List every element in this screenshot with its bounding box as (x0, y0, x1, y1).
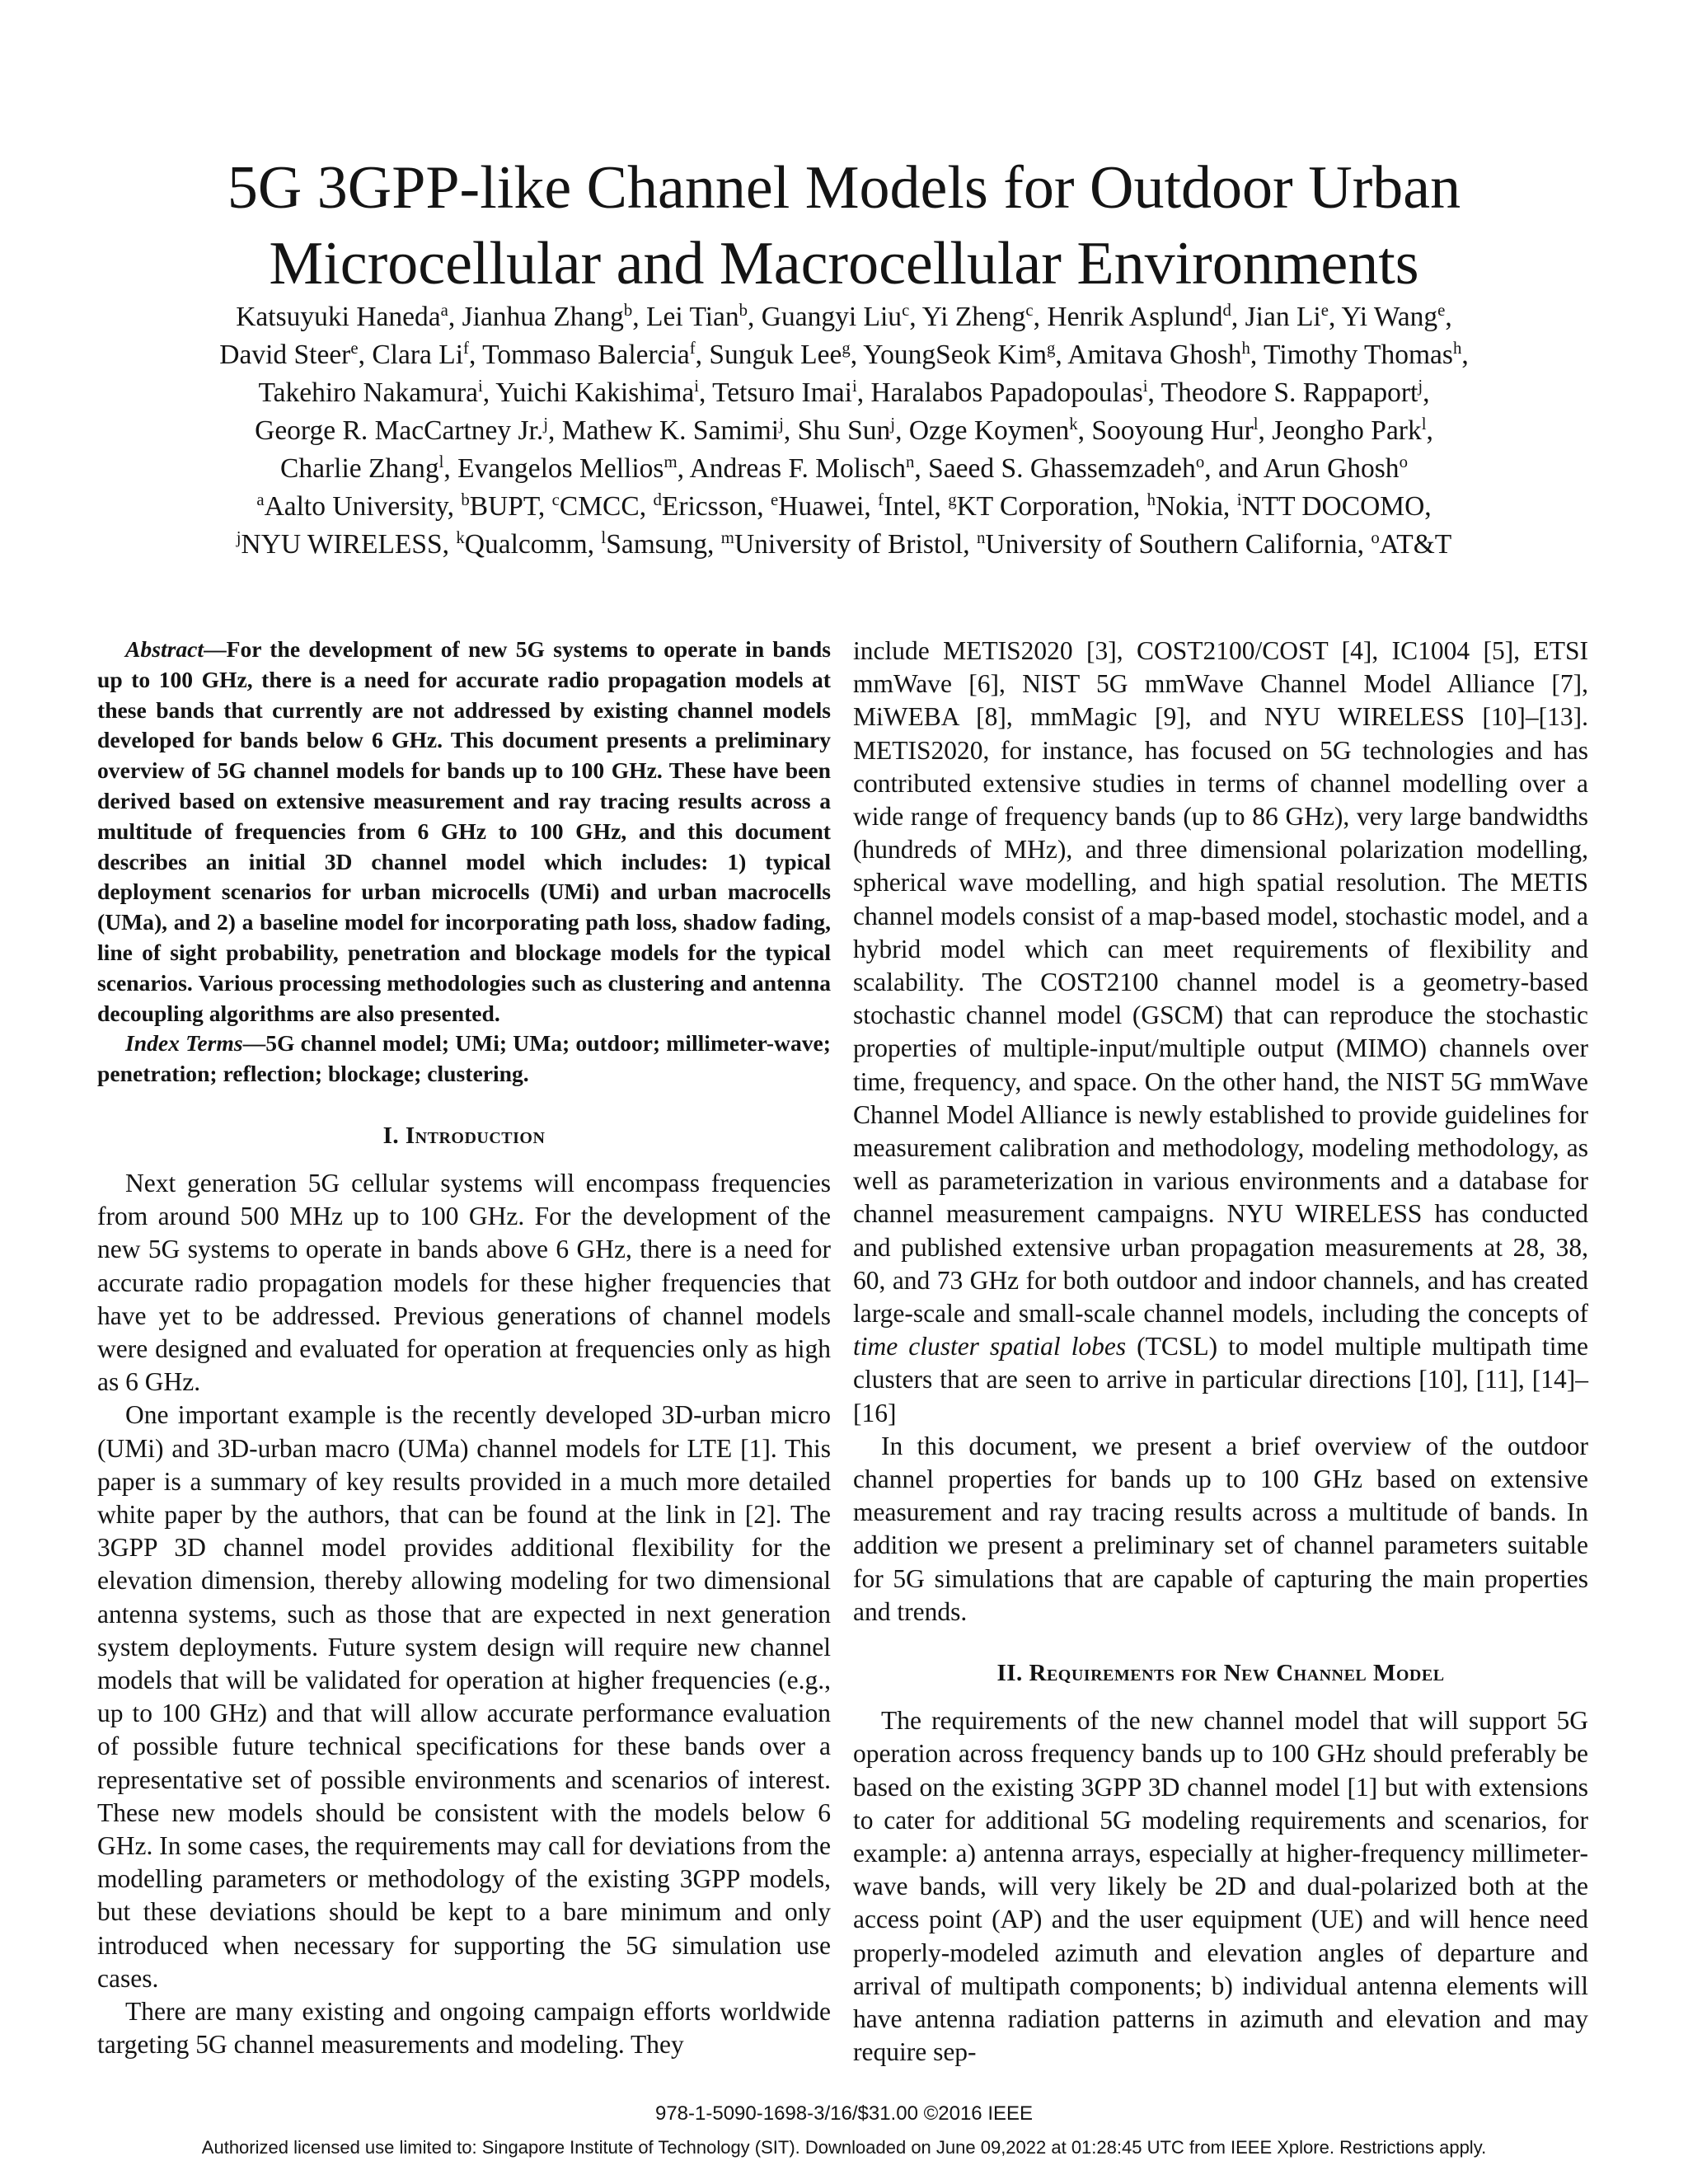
affiliation-marker: i (1142, 376, 1148, 396)
affiliation-marker: o (1195, 452, 1205, 471)
affiliation-marker: e (350, 338, 359, 358)
text-run: , YoungSeok Kim (850, 340, 1048, 370)
text-run: , Saeed S. Ghassemzadeh (914, 453, 1196, 484)
text-run: include METIS2020 [3], COST2100/COST [4], IC1004 [5], ETSI mmWave [6], NIST 5G mmWave Channel Model Alliance [7], MiWEBA [8], mmMagic [9], and NYU WIRELESS [10]–[13]. METIS2020, for instance, has focused on 5G technologies and has contributed extensive studies in terms of channel modelling over a wide range of frequency bands (up to 86 GHz), very large bandwidths (hundreds of MHz), and three dimensional polarization modelling, spherical wave modelling, and high spatial resolution. The METIS channel models consist of a map-based model, stochastic model, and a hybrid model which can meet requirements of flexibility and scalability. The COST2100 channel model is a geometry-based stochastic channel model (GSCM) that can reproduce the stochastic properties of multiple-input/multiple output (MIMO) channels over time, frequency, and space. On the other hand, the NIST 5G mmWave Channel Model Alliance is newly established to provide guidelines for measurement calibration and methodology, modeling methodology, as well as parameterization in various environments and a database for channel measurement campaigns. NYU WIRELESS has conducted and published extensive urban propagation measurements at 28, 38, 60, and 73 GHz for both outdoor and indoor channels, and has created large-scale and small-scale channel models, including the concepts of (853, 636, 1588, 1329)
affiliation-marker: i (694, 376, 700, 396)
author-list (49, 298, 1639, 488)
text-run: Intel, (884, 491, 949, 522)
affiliation-marker: g (1047, 338, 1056, 358)
text-run: , (1423, 377, 1430, 408)
text-run: , Guangyi Liu (748, 302, 903, 332)
author-line (49, 412, 1639, 450)
affiliation-marker: j (890, 414, 896, 434)
text-run: Samsung, (606, 529, 721, 560)
author-block (49, 298, 1639, 564)
text-run: , Timothy Thomas (1250, 340, 1453, 370)
text-run: Aalto University, (264, 491, 462, 522)
abstract-text: —For the development of new 5G systems to operate in bands up to 100 GHz, there is a need for accurate radio propagation models at these bands that currently are not addressed by existing channel models developed for bands below 6 GHz. This document presents a preliminary overview of 5G channel models for bands up to 100 GHz. These have been derived based on extensive measurement and ray tracing results across a multitude of frequencies from 6 GHz to 100 GHz, and this document describes an initial 3D channel model which includes: 1) typical deployment scenarios for urban microcells (UMi) and urban macrocells (UMa), and 2) a baseline model for incorporating path loss, shadow fading, line of sight probability, penetration and blockage models for the typical scenarios. Various processing methodologies such as clustering and antenna decoupling algorithms are also presented. (97, 636, 831, 1026)
text-run: , Sooyoung Hur (1077, 415, 1254, 446)
body-paragraph: In this document, we present a brief overview of the outdoor channel properties for bands up to 100 GHz based on extensive measurement and ray tracing results across a multitude of bands. In addition we present a preliminary set of channel parameters suitable for 5G simulations that are capable of capturing the main properties and trends. (853, 1431, 1588, 1626)
body-paragraph: There are many existing and ongoing campaign efforts worldwide targeting 5G channel measurements and modeling. They (97, 1997, 831, 2060)
affiliation-marker: c (551, 490, 560, 509)
emphasis-text: time cluster spatial lobes (853, 1332, 1127, 1361)
text-run: Takehiro Nakamura (258, 377, 478, 408)
paper-title (82, 150, 1606, 302)
text-run: , Tommaso Balercia (468, 340, 690, 370)
section-number: I. (382, 1122, 400, 1149)
body-paragraph: The requirements of the new channel model that will support 5G operation across frequency bands up to 100 GHz should preferably be based on the existing 3GPP 3D channel model [1] but with extensions to cater for additional 5G modeling requirements and scenarios, for example: a) antenna arrays, especially at higher-frequency millimeter-wave bands, will very likely be 2D and dual-polarized both at the access point (AP) and the user equipment (UE) and will hence need properly-modeled azimuth and elevation angles of departure and arrival of multipath components; b) individual antenna elements will have antenna radiation patterns in azimuth and elevation and may require sep- (853, 1706, 1588, 2067)
affiliation-marker: l (601, 527, 607, 547)
text-run: , Shu Sun (783, 415, 891, 446)
section-heading-introduction (97, 1121, 831, 1151)
affiliation-marker: j (779, 414, 784, 434)
text-run: Charlie Zhang (280, 453, 439, 484)
text-run: , Henrik Asplund (1033, 302, 1223, 332)
affiliation-marker: m (663, 452, 678, 471)
text-run: , Amitava Ghosh (1055, 340, 1242, 370)
author-line (49, 336, 1639, 374)
affiliation-marker: h (1146, 490, 1156, 509)
text-run: CMCC, (559, 491, 654, 522)
body-paragraph: One important example is the recently developed 3D-urban micro (UMi) and 3D-urban macro (UMa) channel models for LTE [1]. This paper is a summary of key results provided in a much more detailed white paper by the authors, that can be found at the link in [2]. The 3GPP 3D channel model provides additional flexibility for the elevation dimension, thereby allowing modeling for two dimensional antenna systems, such as those that are expected in next generation system deployments. Future system design will require new channel models that will be validated for operation at higher frequencies (e.g., up to 100 GHz) and that will allow accurate performance evaluation of possible future technical specifications for these bands over a representative set of possible environments and scenarios of interest. These new models should be consistent with the models below 6 GHz. In some cases, the requirements may call for deviations from the modelling parameters or methodology of the existing 3GPP models, but these deviations should be kept to a bare minimum and only introduced when necessary for supporting the 5G simulation use cases. (97, 1400, 831, 1993)
affiliation-marker: g (842, 338, 851, 358)
affiliation-marker: f (689, 338, 696, 358)
text-run: , Tetsuro Imai (699, 377, 852, 408)
affiliation-marker: b (461, 490, 470, 509)
section-number: II. (996, 1660, 1023, 1687)
index-terms-text: —5G channel model; UMi; UMa; outdoor; millimeter-wave; penetration; reflection; blockage; clustering. (97, 1030, 831, 1087)
affiliation-marker: o (1371, 527, 1380, 547)
text-run: , (1461, 340, 1469, 370)
text-run: , Jeongho Park (1258, 415, 1422, 446)
author-line (49, 450, 1639, 488)
affiliation-marker: e (1320, 300, 1329, 320)
text-run: (TCSL) to model multiple multipath time clusters that are seen to arrive in particular directions [10], [11], [14]–[16] (853, 1332, 1588, 1427)
title-line: Microcellular and Macrocellular Environments (269, 229, 1419, 298)
author-line (49, 298, 1639, 336)
text-run: , and Arun Ghosh (1204, 453, 1400, 484)
affiliation-marker: k (456, 527, 465, 547)
affiliation-marker: c (1025, 300, 1034, 320)
affiliation-marker: j (236, 527, 241, 547)
section-title: Requirements for New Channel Model (1029, 1660, 1445, 1687)
affiliation-marker: l (438, 452, 444, 471)
text-run: , (1426, 415, 1433, 446)
text-run: , Andreas F. Molisch (677, 453, 906, 484)
body-paragraph: Next generation 5G cellular systems will encompass frequencies from around 500 MHz up to 100 GHz. For the development of the new 5G systems to operate in bands above 6 GHz, there is a need for accurate radio propagation models for these higher frequencies that have yet to be addressed. Previous generations of channel models were designed and evaluated for operation at frequencies only as high as 6 GHz. (97, 1168, 831, 1397)
affiliation-marker: b (623, 300, 633, 320)
text-run: Huawei, (778, 491, 879, 522)
text-run: University of Bristol, (734, 529, 977, 560)
index-terms-label: Index Terms (125, 1030, 243, 1057)
affiliation-marker: i (851, 376, 857, 396)
affiliation-marker: m (720, 527, 734, 547)
index-terms (97, 1029, 831, 1090)
affiliation-marker: e (1437, 300, 1446, 320)
text-run: NYU WIRELESS, (241, 529, 457, 560)
text-run: , Mathew K. Samimi (548, 415, 780, 446)
affiliation-marker: n (906, 452, 915, 471)
text-run: , Clara Li (358, 340, 464, 370)
affiliation-marker: i (1236, 490, 1242, 509)
affiliation-marker: f (463, 338, 469, 358)
text-run: BUPT, (469, 491, 552, 522)
text-run: Ericsson, (661, 491, 771, 522)
affiliation-marker: d (1222, 300, 1231, 320)
affiliation-marker: o (1399, 452, 1408, 471)
text-run: , Jian Li (1231, 302, 1321, 332)
abstract-label: Abstract (125, 636, 204, 662)
text-run: University of Southern California, (985, 529, 1372, 560)
affiliation-marker: e (770, 490, 779, 509)
text-run: AT&T (1379, 529, 1452, 560)
text-run: David Steer (219, 340, 351, 370)
text-run: Katsuyuki Haneda (236, 302, 441, 332)
affiliation-line (49, 488, 1639, 526)
left-column (97, 635, 831, 2061)
text-run: , Ozge Koymen (895, 415, 1070, 446)
text-run: , Haralabos Papadopoulas (856, 377, 1143, 408)
text-run: , Jianhua Zhang (448, 302, 624, 332)
affiliation-marker: h (1241, 338, 1250, 358)
affiliation-marker: b (738, 300, 748, 320)
isbn-footer: 978-1-5090-1698-3/16/$31.00 ©2016 IEEE (654, 2102, 1034, 2125)
affiliation-marker: f (878, 490, 884, 509)
affiliation-marker: k (1069, 414, 1078, 434)
affiliation-line (49, 526, 1639, 564)
author-line (49, 374, 1639, 412)
section-title: Introduction (405, 1122, 546, 1149)
text-run: Nokia, (1156, 491, 1237, 522)
affiliation-marker: l (1253, 414, 1259, 434)
affiliation-marker: g (948, 490, 957, 509)
text-run: NTT DOCOMO, (1241, 491, 1432, 522)
affiliation-marker: n (977, 527, 986, 547)
affiliation-marker: d (653, 490, 662, 509)
text-run: KT Corporation, (956, 491, 1147, 522)
abstract (97, 635, 831, 1029)
text-run: , Theodore S. Rappaport (1147, 377, 1418, 408)
affiliation-marker: i (477, 376, 483, 396)
affiliation-marker: a (440, 300, 448, 320)
affiliation-marker: j (1418, 376, 1423, 396)
title-line: 5G 3GPP-like Channel Models for Outdoor Urban (227, 153, 1461, 222)
text-run: , Yuichi Kakishima (482, 377, 695, 408)
text-run: , Yi Zheng (909, 302, 1026, 332)
text-run: , Lei Tian (632, 302, 739, 332)
text-run: Qualcomm, (464, 529, 602, 560)
body-paragraph (853, 635, 1588, 1430)
affiliation-marker: j (543, 414, 549, 434)
right-column (853, 635, 1588, 2069)
text-run: George R. MacCartney Jr. (255, 415, 544, 446)
affiliation-list (49, 488, 1639, 564)
affiliation-marker: a (256, 490, 265, 509)
affiliation-marker: c (902, 300, 910, 320)
text-run: , Sunguk Lee (695, 340, 842, 370)
text-run: , Yi Wang (1328, 302, 1438, 332)
license-footer: Authorized licensed use limited to: Singapore Institute of Technology (SIT). Downloaded on June 09,2022 at 01:28:45 UTC from IEEE Xplore. Restrictions apply. (201, 2137, 1487, 2158)
affiliation-marker: h (1452, 338, 1462, 358)
affiliation-marker: l (1421, 414, 1427, 434)
text-run: , Evangelos Mellios (443, 453, 664, 484)
text-run: , (1445, 302, 1452, 332)
section-heading-requirements (853, 1658, 1588, 1688)
